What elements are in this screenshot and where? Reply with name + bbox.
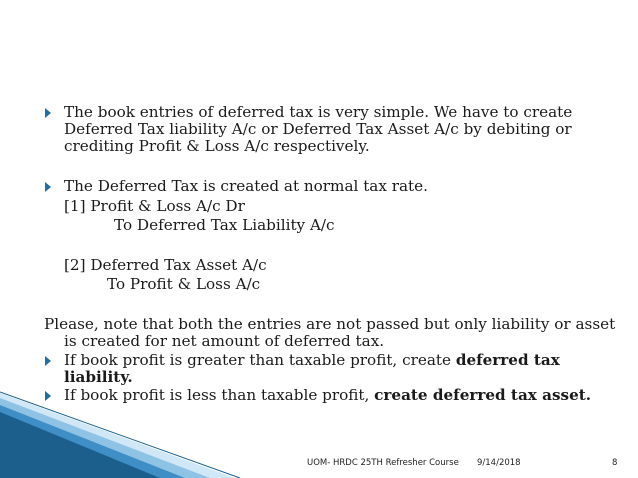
footer-date: 9/14/2018 xyxy=(477,458,521,468)
bullet-2-text: The Deferred Tax is created at normal tax rate. xyxy=(64,177,428,195)
footer-course: UOM- HRDC 25TH Refresher Course xyxy=(307,458,459,468)
bullet-4-plain: If book profit is less than taxable profit, xyxy=(64,386,375,404)
bullet-3-plain: If book profit is greater than taxable profit, create xyxy=(64,351,456,369)
bullet-4-text xyxy=(64,387,604,404)
bullet-icon xyxy=(45,391,51,401)
bullet-1-text: The book entries of deferred tax is very simple. We have to create Deferred Tax liability A/c or Deferred Tax Asset A/c by debiting or crediting Profit & Loss A/c respectively. xyxy=(64,103,573,155)
bullet-icon xyxy=(45,108,51,118)
bullet-3-text xyxy=(64,352,604,386)
bullet-3-bold: deferred tax liability. xyxy=(64,351,560,386)
bullet-4-bold: create deferred tax asset. xyxy=(374,386,592,404)
note-text: Please, note that both the entries are not passed but only liability or asset is created for net amount of deferred tax. xyxy=(44,315,616,350)
entry-1-credit: To Deferred Tax Liability A/c xyxy=(114,216,335,234)
bullet-icon xyxy=(45,182,51,192)
entry-1-debit: [1] Profit & Loss A/c Dr xyxy=(64,197,245,215)
entry-2-debit: [2] Deferred Tax Asset A/c xyxy=(64,256,267,274)
bullet-icon xyxy=(45,356,51,366)
entry-2-credit: To Profit & Loss A/c xyxy=(107,275,261,293)
footer-page-number: 8 xyxy=(612,458,618,468)
